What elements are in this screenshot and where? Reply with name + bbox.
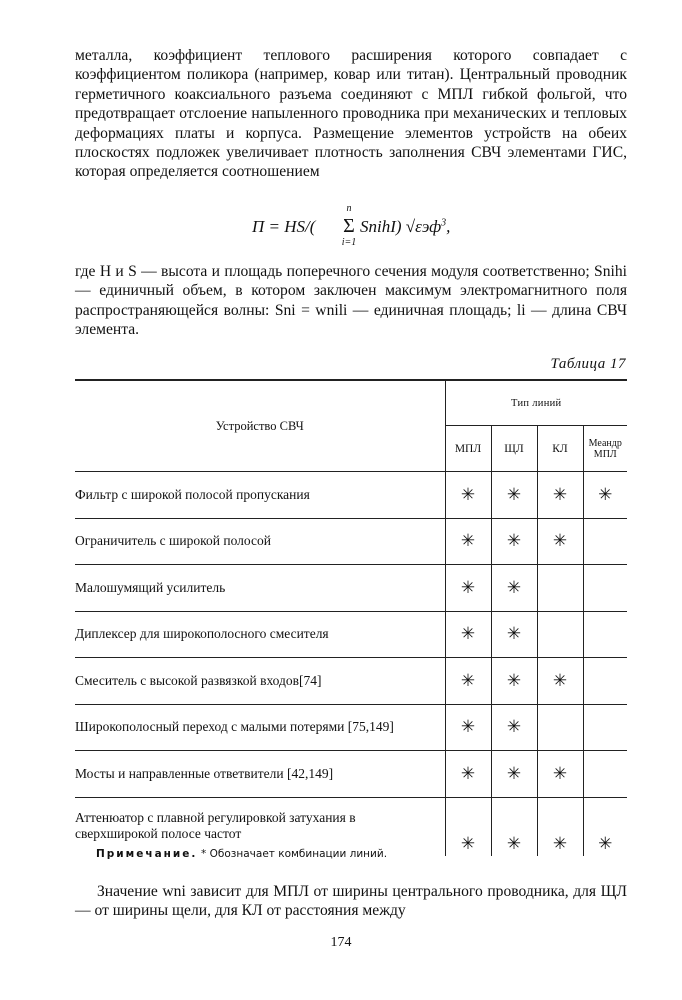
- mark-cell: ✳: [537, 472, 583, 519]
- device-cell: Широкополосный переход с малыми потерями [75,149]: [75, 704, 445, 751]
- table-17: [75, 379, 627, 856]
- mark-cell: ✳: [445, 704, 491, 751]
- sum-symbol: Σ: [343, 215, 355, 237]
- device-cell: Ограничитель с широкой полосой: [75, 518, 445, 565]
- column-header-mpl: МПЛ: [445, 426, 491, 472]
- table-header-row: [75, 380, 627, 426]
- paragraph-2: где H и S — высота и площадь поперечного сечения модуля соответственно; Snihi — единичный объем, в котором заключен максимум электромагнитного поля распространяющейся волны: Sni = wnili — единичная площадь; li — длина СВЧ элемента.: [75, 263, 627, 339]
- mark-cell: [537, 704, 583, 751]
- table-row: [75, 565, 627, 612]
- device-cell: Мосты и направленные ответвители [42,149]: [75, 751, 445, 798]
- table-caption: Таблица 17: [550, 356, 626, 372]
- page-number: 174: [330, 935, 352, 950]
- formula-sum: [338, 203, 360, 249]
- mark-cell: [583, 751, 627, 798]
- mark-cell: ✳: [537, 751, 583, 798]
- line-type-header: Тип линий: [445, 380, 627, 426]
- column-header-kl: КЛ: [537, 426, 583, 472]
- table-row: [75, 797, 627, 856]
- mark-cell: ✳: [491, 751, 537, 798]
- table-row: [75, 704, 627, 751]
- mark-cell: ✳: [445, 611, 491, 658]
- table-row: [75, 611, 627, 658]
- mark-cell: ✳: [537, 797, 583, 856]
- mark-cell: [583, 658, 627, 705]
- mark-cell: ✳: [445, 658, 491, 705]
- device-cell: Диплексер для широкополосного смесителя: [75, 611, 445, 658]
- mark-cell: ✳: [445, 518, 491, 565]
- mark-cell: [583, 704, 627, 751]
- note-text: * Обозначает комбинации линий.: [201, 848, 388, 860]
- mark-cell: ✳: [491, 611, 537, 658]
- paragraph-3: Значение wni зависит для МПЛ от ширины центрального проводника, для ЩЛ — от ширины щели, для КЛ от расстояния между: [75, 883, 627, 920]
- table-row: [75, 751, 627, 798]
- mark-cell: ✳: [445, 797, 491, 856]
- sum-lower-limit: i=1: [341, 237, 357, 248]
- mark-cell: [537, 565, 583, 612]
- mark-cell: ✳: [583, 472, 627, 519]
- mark-cell: ✳: [537, 658, 583, 705]
- formula: [252, 203, 512, 255]
- mark-cell: ✳: [537, 518, 583, 565]
- mark-cell: ✳: [491, 518, 537, 565]
- device-cell: Малошумящий усилитель: [75, 565, 445, 612]
- device-column-header: Устройство СВЧ: [75, 380, 445, 472]
- column-header-meander-mpl: Меандр МПЛ: [583, 426, 627, 472]
- mark-cell: ✳: [491, 658, 537, 705]
- formula-exponent: 3: [441, 217, 447, 229]
- mark-cell: ✳: [491, 797, 537, 856]
- paragraph-1: металла, коэффициент теплового расширения которого совпадает с коэффициентом поликора (например, ковар или титан). Центральный проводник герметичного коаксиального разъема соединяют с МПЛ гибкой фольгой, что предотвращает отслоение напыленного проводника при механических и тепловых деформациях платы и корпуса. Размещение элементов устройств на обеих плоскостях подложек увеличивает плотность заполнения СВЧ элементами ГИС, которая определяется соотношением: [75, 47, 627, 181]
- mark-cell: [583, 565, 627, 612]
- mark-cell: ✳: [445, 472, 491, 519]
- table-row: [75, 658, 627, 705]
- device-cell: Фильтр с широкой полосой пропускания: [75, 472, 445, 519]
- table-note: [96, 848, 387, 860]
- mark-cell: ✳: [445, 751, 491, 798]
- device-cell: Смеситель с высокой развязкой входов[74]: [75, 658, 445, 705]
- mark-cell: [537, 611, 583, 658]
- device-cell: Аттенюатор с плавной регулировкой затухания в сверхширокой полосе частот: [75, 797, 445, 856]
- formula-right: [360, 217, 450, 237]
- table-row: [75, 518, 627, 565]
- formula-tail: ,: [446, 217, 451, 236]
- formula-right-text: SnihI) √εэф: [360, 217, 442, 236]
- mark-cell: ✳: [491, 472, 537, 519]
- column-header-shl: ЩЛ: [491, 426, 537, 472]
- mark-cell: [583, 611, 627, 658]
- mark-cell: ✳: [445, 565, 491, 612]
- mark-cell: [583, 518, 627, 565]
- mark-cell: ✳: [491, 565, 537, 612]
- sum-upper-limit: n: [346, 203, 352, 214]
- mark-cell: ✳: [598, 833, 613, 853]
- note-label: Примечание.: [96, 848, 198, 860]
- mark-cell: ✳: [491, 704, 537, 751]
- formula-left: П = HS/(: [252, 217, 316, 236]
- table-row: [75, 472, 627, 519]
